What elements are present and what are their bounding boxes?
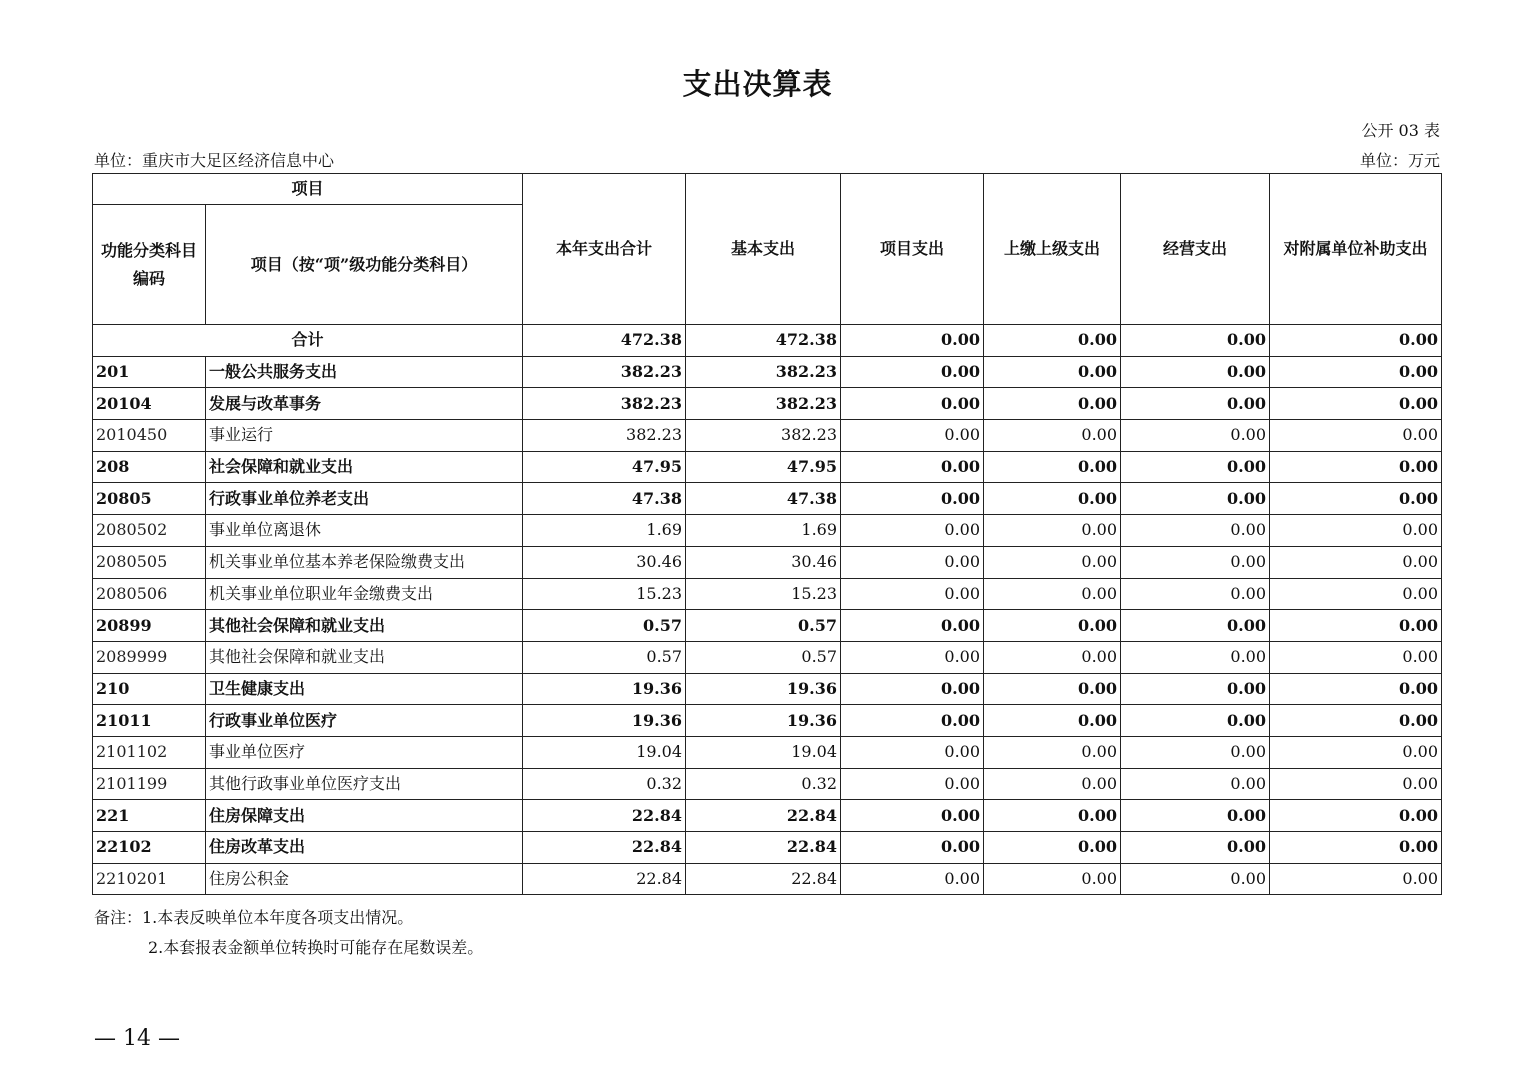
project-cell: 0.00 <box>841 736 984 768</box>
project-cell: 0.00 <box>841 863 984 895</box>
business-cell: 0.00 <box>1121 641 1270 673</box>
total-cell: 19.36 <box>523 705 686 737</box>
business-cell: 0.00 <box>1121 673 1270 705</box>
code-cell: 208 <box>93 451 206 483</box>
basic-cell: 382.23 <box>686 356 841 388</box>
upper-cell: 0.00 <box>984 515 1121 547</box>
subsidy-cell: 0.00 <box>1270 483 1442 515</box>
header-upper-payment: 上缴上级支出 <box>984 174 1121 325</box>
name-cell: 住房保障支出 <box>206 800 523 832</box>
total-cell: 0.57 <box>523 610 686 642</box>
code-cell: 2080502 <box>93 515 206 547</box>
project-cell: 0.00 <box>841 673 984 705</box>
table-row <box>93 451 1442 483</box>
basic-cell: 19.04 <box>686 736 841 768</box>
table-row <box>93 832 1442 864</box>
business-cell: 0.00 <box>1121 451 1270 483</box>
name-cell: 机关事业单位基本养老保险缴费支出 <box>206 546 523 578</box>
total-cell: 472.38 <box>523 325 686 357</box>
subsidy-cell: 0.00 <box>1270 451 1442 483</box>
project-cell: 0.00 <box>841 705 984 737</box>
business-cell: 0.00 <box>1121 546 1270 578</box>
total-cell: 382.23 <box>523 420 686 452</box>
basic-cell: 22.84 <box>686 800 841 832</box>
name-cell: 行政事业单位医疗 <box>206 705 523 737</box>
page-title: 支出决算表 <box>682 67 833 101</box>
subsidy-cell: 0.00 <box>1270 325 1442 357</box>
upper-cell: 0.00 <box>984 325 1121 357</box>
upper-cell: 0.00 <box>984 388 1121 420</box>
upper-cell: 0.00 <box>984 673 1121 705</box>
name-cell: 社会保障和就业支出 <box>206 451 523 483</box>
business-cell: 0.00 <box>1121 610 1270 642</box>
project-cell: 0.00 <box>841 325 984 357</box>
project-cell: 0.00 <box>841 483 984 515</box>
table-row <box>93 578 1442 610</box>
basic-cell: 0.57 <box>686 641 841 673</box>
total-cell: 22.84 <box>523 832 686 864</box>
business-cell: 0.00 <box>1121 388 1270 420</box>
subsidy-cell: 0.00 <box>1270 578 1442 610</box>
total-cell: 19.04 <box>523 736 686 768</box>
header-total: 本年支出合计 <box>523 174 686 325</box>
table-row <box>93 356 1442 388</box>
page-number: — 14 — <box>94 1026 180 1051</box>
table-row <box>93 736 1442 768</box>
total-cell: 22.84 <box>523 863 686 895</box>
subsidy-cell: 0.00 <box>1270 800 1442 832</box>
basic-cell: 382.23 <box>686 388 841 420</box>
code-cell: 20104 <box>93 388 206 420</box>
project-cell: 0.00 <box>841 356 984 388</box>
code-cell: 2101199 <box>93 768 206 800</box>
table-row <box>93 546 1442 578</box>
table-row <box>93 800 1442 832</box>
total-cell: 30.46 <box>523 546 686 578</box>
name-cell: 事业单位医疗 <box>206 736 523 768</box>
table-row <box>93 863 1442 895</box>
name-cell: 卫生健康支出 <box>206 673 523 705</box>
project-cell: 0.00 <box>841 768 984 800</box>
code-cell: 2089999 <box>93 641 206 673</box>
project-cell: 0.00 <box>841 546 984 578</box>
table-row <box>93 673 1442 705</box>
business-cell: 0.00 <box>1121 736 1270 768</box>
code-cell: 20899 <box>93 610 206 642</box>
name-cell: 机关事业单位职业年金缴费支出 <box>206 578 523 610</box>
business-cell: 0.00 <box>1121 356 1270 388</box>
basic-cell: 0.57 <box>686 610 841 642</box>
basic-cell: 472.38 <box>686 325 841 357</box>
code-cell: 2080505 <box>93 546 206 578</box>
upper-cell: 0.00 <box>984 451 1121 483</box>
subsidy-cell: 0.00 <box>1270 610 1442 642</box>
total-cell: 0.57 <box>523 641 686 673</box>
table-row <box>93 515 1442 547</box>
business-cell: 0.00 <box>1121 832 1270 864</box>
code-cell: 2010450 <box>93 420 206 452</box>
business-cell: 0.00 <box>1121 863 1270 895</box>
table-row <box>93 705 1442 737</box>
basic-cell: 30.46 <box>686 546 841 578</box>
total-cell: 19.36 <box>523 673 686 705</box>
header-project: 项目 <box>93 174 523 205</box>
upper-cell: 0.00 <box>984 736 1121 768</box>
basic-cell: 47.95 <box>686 451 841 483</box>
upper-cell: 0.00 <box>984 356 1121 388</box>
expenditure-table <box>92 173 1442 895</box>
header-subsidy: 对附属单位补助支出 <box>1270 174 1442 325</box>
total-cell: 1.69 <box>523 515 686 547</box>
code-cell: 201 <box>93 356 206 388</box>
project-cell: 0.00 <box>841 610 984 642</box>
business-cell: 0.00 <box>1121 515 1270 547</box>
table-row <box>93 768 1442 800</box>
business-cell: 0.00 <box>1121 325 1270 357</box>
upper-cell: 0.00 <box>984 546 1121 578</box>
subsidy-cell: 0.00 <box>1270 356 1442 388</box>
subsidy-cell: 0.00 <box>1270 863 1442 895</box>
header-name: 项目（按“项”级功能分类科目） <box>206 205 523 325</box>
name-cell: 事业运行 <box>206 420 523 452</box>
project-cell: 0.00 <box>841 832 984 864</box>
basic-cell: 1.69 <box>686 515 841 547</box>
project-cell: 0.00 <box>841 800 984 832</box>
total-label: 合计 <box>93 325 523 357</box>
name-cell: 住房改革支出 <box>206 832 523 864</box>
code-cell: 22102 <box>93 832 206 864</box>
note-2: 2.本套报表金额单位转换时可能存在尾数误差。 <box>148 938 484 957</box>
basic-cell: 0.32 <box>686 768 841 800</box>
code-cell: 2210201 <box>93 863 206 895</box>
total-cell: 22.84 <box>523 800 686 832</box>
upper-cell: 0.00 <box>984 863 1121 895</box>
upper-cell: 0.00 <box>984 768 1121 800</box>
project-cell: 0.00 <box>841 515 984 547</box>
project-cell: 0.00 <box>841 641 984 673</box>
business-cell: 0.00 <box>1121 578 1270 610</box>
upper-cell: 0.00 <box>984 641 1121 673</box>
name-cell: 其他行政事业单位医疗支出 <box>206 768 523 800</box>
upper-cell: 0.00 <box>984 483 1121 515</box>
basic-cell: 47.38 <box>686 483 841 515</box>
name-cell: 发展与改革事务 <box>206 388 523 420</box>
business-cell: 0.00 <box>1121 420 1270 452</box>
table-row <box>93 610 1442 642</box>
subsidy-cell: 0.00 <box>1270 705 1442 737</box>
basic-cell: 22.84 <box>686 832 841 864</box>
business-cell: 0.00 <box>1121 483 1270 515</box>
code-cell: 210 <box>93 673 206 705</box>
basic-cell: 19.36 <box>686 705 841 737</box>
basic-cell: 382.23 <box>686 420 841 452</box>
total-row <box>93 325 1442 357</box>
table-row <box>93 420 1442 452</box>
header-business: 经营支出 <box>1121 174 1270 325</box>
basic-cell: 15.23 <box>686 578 841 610</box>
business-cell: 0.00 <box>1121 800 1270 832</box>
name-cell: 其他社会保障和就业支出 <box>206 610 523 642</box>
upper-cell: 0.00 <box>984 832 1121 864</box>
subsidy-cell: 0.00 <box>1270 736 1442 768</box>
table-row <box>93 483 1442 515</box>
subsidy-cell: 0.00 <box>1270 673 1442 705</box>
project-cell: 0.00 <box>841 578 984 610</box>
code-cell: 20805 <box>93 483 206 515</box>
name-cell: 事业单位离退休 <box>206 515 523 547</box>
upper-cell: 0.00 <box>984 420 1121 452</box>
basic-cell: 22.84 <box>686 863 841 895</box>
subsidy-cell: 0.00 <box>1270 768 1442 800</box>
header-code: 功能分类科目编码 <box>93 205 206 325</box>
notes <box>94 903 483 963</box>
currency-unit: 单位：万元 <box>1359 151 1440 170</box>
code-cell: 221 <box>93 800 206 832</box>
upper-cell: 0.00 <box>984 578 1121 610</box>
project-cell: 0.00 <box>841 451 984 483</box>
table-row <box>93 388 1442 420</box>
project-cell: 0.00 <box>841 420 984 452</box>
code-cell: 21011 <box>93 705 206 737</box>
name-cell: 住房公积金 <box>206 863 523 895</box>
subsidy-cell: 0.00 <box>1270 832 1442 864</box>
subsidy-cell: 0.00 <box>1270 388 1442 420</box>
subsidy-cell: 0.00 <box>1270 515 1442 547</box>
subsidy-cell: 0.00 <box>1270 420 1442 452</box>
upper-cell: 0.00 <box>984 705 1121 737</box>
total-cell: 0.32 <box>523 768 686 800</box>
subsidy-cell: 0.00 <box>1270 641 1442 673</box>
name-cell: 其他社会保障和就业支出 <box>206 641 523 673</box>
name-cell: 行政事业单位养老支出 <box>206 483 523 515</box>
upper-cell: 0.00 <box>984 610 1121 642</box>
table-row <box>93 641 1442 673</box>
total-cell: 382.23 <box>523 356 686 388</box>
table-number: 公开 03 表 <box>1361 121 1440 140</box>
subsidy-cell: 0.00 <box>1270 546 1442 578</box>
total-cell: 15.23 <box>523 578 686 610</box>
note-1: 备注：1.本表反映单位本年度各项支出情况。 <box>94 908 414 927</box>
business-cell: 0.00 <box>1121 768 1270 800</box>
project-cell: 0.00 <box>841 388 984 420</box>
code-cell: 2080506 <box>93 578 206 610</box>
reporting-unit: 单位：重庆市大足区经济信息中心 <box>94 151 335 170</box>
header-basic: 基本支出 <box>686 174 841 325</box>
header-project-expense: 项目支出 <box>841 174 984 325</box>
total-cell: 47.38 <box>523 483 686 515</box>
name-cell: 一般公共服务支出 <box>206 356 523 388</box>
total-cell: 382.23 <box>523 388 686 420</box>
total-cell: 47.95 <box>523 451 686 483</box>
basic-cell: 19.36 <box>686 673 841 705</box>
business-cell: 0.00 <box>1121 705 1270 737</box>
upper-cell: 0.00 <box>984 800 1121 832</box>
code-cell: 2101102 <box>93 736 206 768</box>
